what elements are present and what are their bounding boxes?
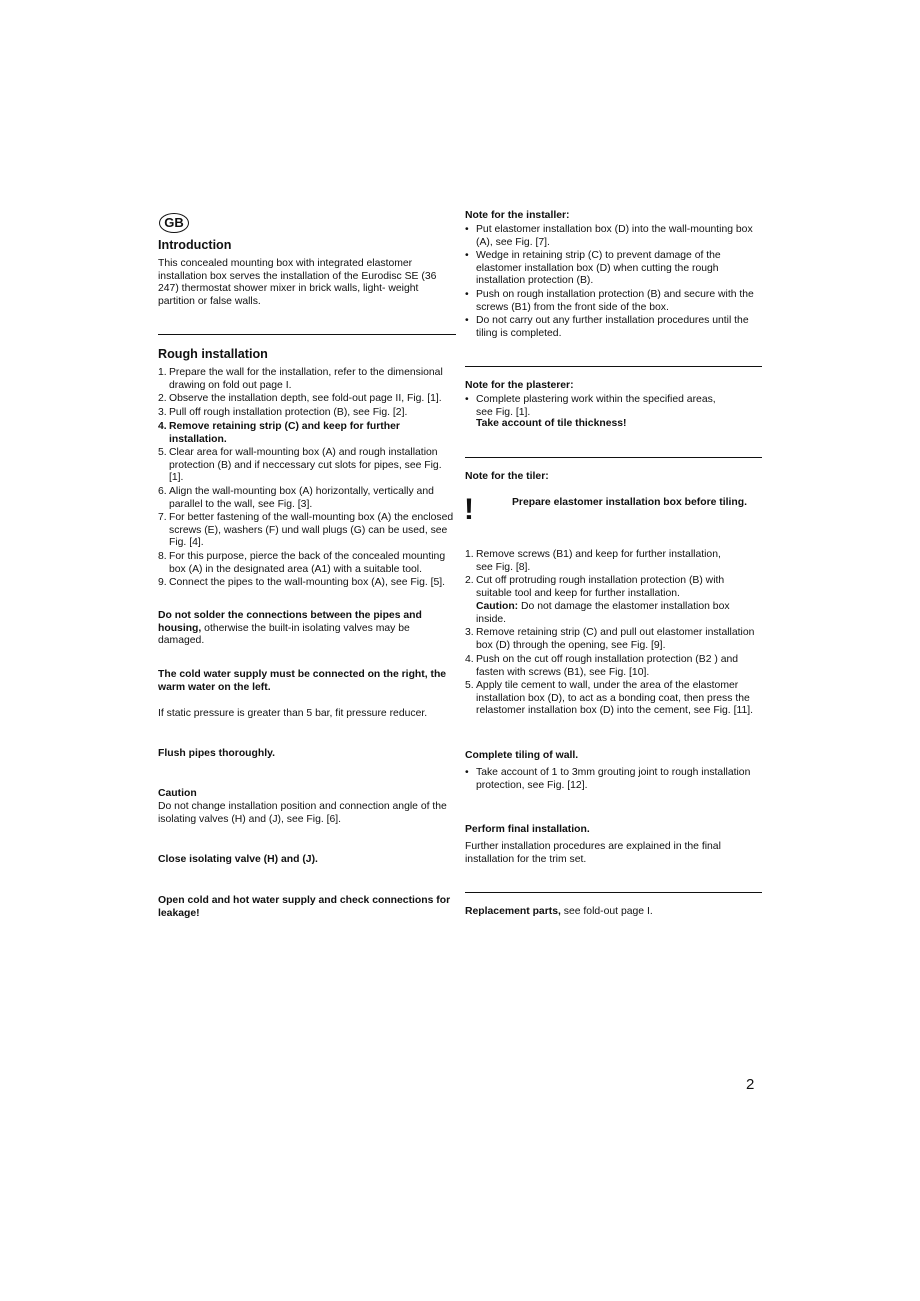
list-item: 1. Remove screws (B1) and keep for further installation, see Fig. [8]. [465, 549, 721, 573]
complete-tiling-heading: Complete tiling of wall. [465, 750, 579, 761]
flush-note: Flush pipes thoroughly. [158, 748, 275, 759]
list-item: • Wedge in retaining strip (C) to prevent damage of the elastomer installation box (D) when cutting the rough installation protection (B). [465, 250, 721, 287]
list-item: • Complete plastering work within the specified areas, see Fig. [1]. [465, 394, 716, 418]
divider [465, 892, 762, 893]
intro-heading: Introduction [158, 238, 232, 252]
list-item: 3. Pull off rough installation protection (B), see Fig. [2]. [158, 407, 408, 418]
complete-tiling-list [465, 767, 765, 797]
tile-thickness-note: Take account of tile thickness! [476, 418, 627, 429]
list-item: 5. Apply tile cement to wall, under the area of the elastomer installation box (D), to act as a bonding coat, then press the relastomer installation box (D) into the cement, see Fig. [11]. [465, 680, 754, 717]
list-item: 5. Clear area for wall-mounting box (A) and rough installation protection (B) and if neccessary cut slots for pipes, see Fig. [1]. [158, 447, 442, 484]
rough-steps-list [158, 367, 458, 597]
solder-warning: Do not solder the connections between the pipes and housing, otherwise the built-in isolating valves may be damaged. [158, 610, 422, 647]
divider [465, 366, 762, 367]
tiler-heading: Note for the tiler: [465, 471, 549, 482]
installer-heading: Note for the installer: [465, 210, 570, 221]
divider [465, 457, 762, 458]
list-item: 2. Observe the installation depth, see fold-out page II, Fig. [1]. [158, 393, 442, 404]
final-installation-text: Further installation procedures are explained in the final installation for the trim set. [465, 841, 721, 865]
list-item: • Do not carry out any further installation procedures until the tiling is completed. [465, 315, 749, 339]
list-item: 3. Remove retaining strip (C) and pull out elastomer installation box (D) through the opening, see Fig. [9]. [465, 627, 755, 651]
installer-list [465, 224, 765, 344]
list-item: • Put elastomer installation box (D) into the wall-mounting box (A), see Fig. [7]. [465, 224, 753, 248]
list-item: 7. For better fastening of the wall-mounting box (A) the enclosed screws (E), washers (F) und wall plugs (G) can be used, see Fig. [4]. [158, 512, 454, 549]
close-valve-note: Close isolating valve (H) and (J). [158, 854, 318, 865]
final-installation-heading: Perform final installation. [465, 824, 590, 835]
list-item: 1. Prepare the wall for the installation, refer to the dimensional drawing on fold out page I. [158, 367, 443, 391]
intro-text: This concealed mounting box with integrated elastomer installation box serves the installation of the Eurodisc SE (36 247) thermostat shower mixer in brick walls, light- weight partition or false walls. [158, 258, 437, 307]
language-badge: GB [159, 213, 189, 233]
divider [158, 334, 456, 335]
list-item: 4. Remove retaining strip (C) and keep for further installation. [158, 421, 400, 445]
pressure-note: If static pressure is greater than 5 bar, fit pressure reducer. [158, 708, 428, 719]
caution-text: Do not change installation position and connection angle of the isolating valves (H) and (J), see Fig. [6]. [158, 801, 447, 825]
plasterer-heading: Note for the plasterer: [465, 380, 574, 391]
list-item: • Take account of 1 to 3mm grouting joint to rough installation protection, see Fig. [12]. [465, 767, 751, 791]
rough-installation-heading: Rough installation [158, 347, 268, 361]
list-item: 9. Connect the pipes to the wall-mounting box (A), see Fig. [5]. [158, 577, 446, 588]
cold-water-note: The cold water supply must be connected on the right, the warm water on the left. [158, 669, 447, 693]
replacement-parts: Replacement parts, see fold-out page I. [465, 906, 653, 917]
list-item: 6. Align the wall-mounting box (A) horizontally, vertically and parallel to the wall, see Fig. [3]. [158, 486, 434, 510]
list-item: 2. Cut off protruding rough installation protection (B) with suitable tool and keep for further installation. [465, 575, 725, 599]
list-item: 4. Push on the cut off rough installation protection (B2 ) and fasten with screws (B1), see Fig. [10]. [465, 654, 739, 678]
list-item: Caution: Do not damage the elastomer installation box inside. [476, 601, 730, 625]
list-item: 8. For this purpose, pierce the back of the concealed mounting box (A) in the designated area (A1) with a suitable tool. [158, 551, 446, 575]
tiler-steps-list [465, 549, 765, 729]
tiler-warning: Prepare elastomer installation box before tiling. [512, 497, 748, 508]
list-item: • Push on rough installation protection (B) and secure with the screws (B1) from the front side of the box. [465, 289, 754, 313]
open-supply-note: Open cold and hot water supply and check connections for leakage! [158, 895, 451, 919]
page-number: 2 [746, 1076, 755, 1093]
caution-heading: Caution [158, 788, 197, 799]
warning-icon: ! [464, 493, 474, 526]
